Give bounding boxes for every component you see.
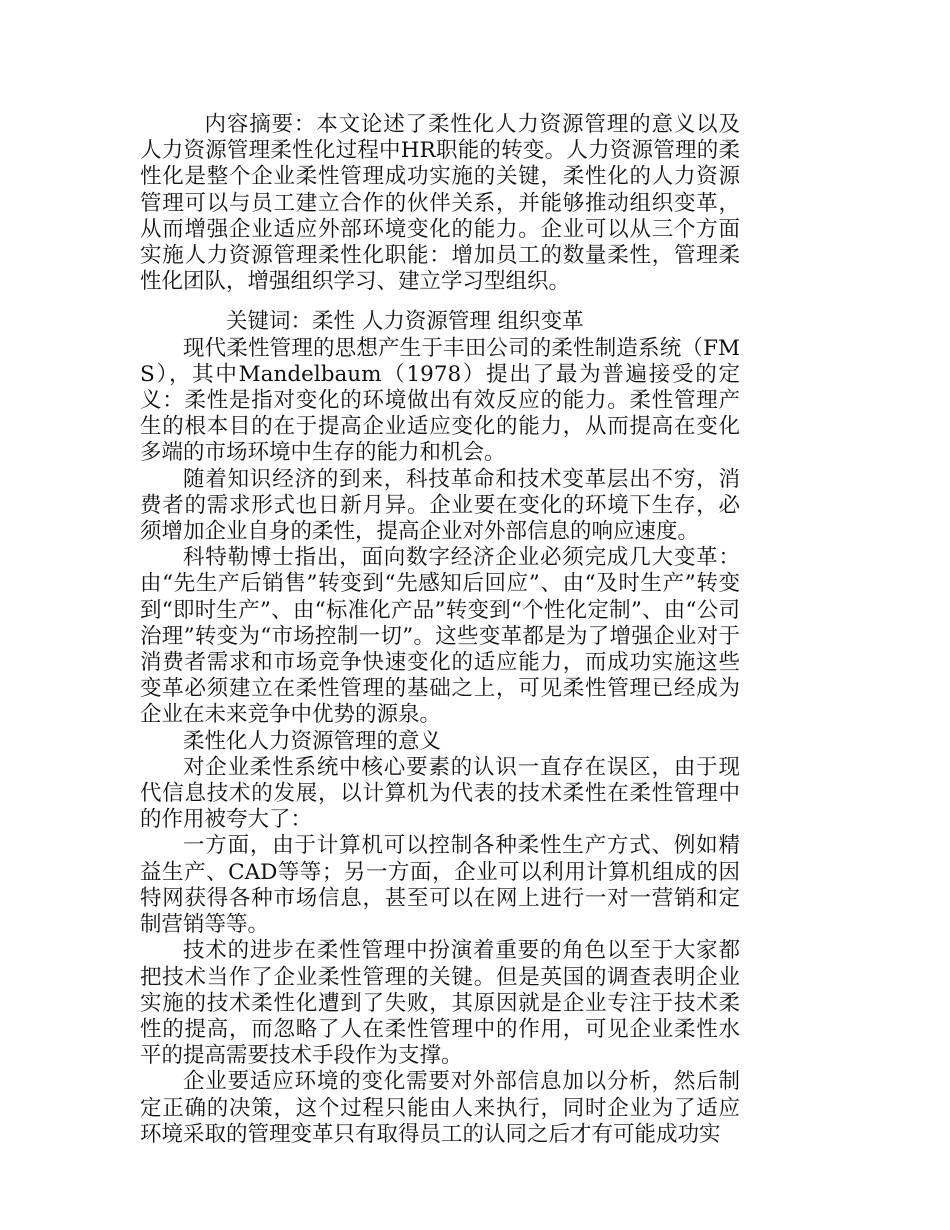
body-paragraph: 技术的进步在柔性管理中扮演着重要的角色以至于大家都把技术当作了企业柔性管理的关键。但是英国的调查表明企业实施的技术柔性化遭到了失败，其原因就是企业专注于技术柔性的提高，而忽略了人在柔性管理中的作用，可见企业柔性水平的提高需要技术手段作为支撑。 <box>140 938 740 1069</box>
document-body <box>140 112 740 1148</box>
keywords-line: 关键词：柔性 人力资源管理 组织变革 <box>226 309 584 335</box>
body-paragraph: 对企业柔性系统中核心要素的认识一直存在误区，由于现代信息技术的发展，以计算机为代表的技术柔性在柔性管理中的作用被夸大了： <box>140 754 740 833</box>
body-paragraph: 企业要适应环境的变化需要对外部信息加以分析，然后制定正确的决策，这个过程只能由人来执行，同时企业为了适应环境采取的管理变革只有取得员工的认同之后才有可能成功实 <box>140 1069 740 1147</box>
body-paragraph: 随着知识经济的到来，科技革命和技术变革层出不穷，消费者的需求形式也日新月异。企业要在变化的环境下生存，必须增加企业自身的柔性，提高企业对外部信息的响应速度。 <box>140 466 740 545</box>
section-heading: 柔性化人力资源管理的意义 <box>183 728 442 754</box>
body-paragraph: 一方面，由于计算机可以控制各种柔性生产方式、例如精益生产、CAD等等；另一方面，企业可以利用计算机组成的因特网获得各种市场信息，甚至可以在网上进行一对一营销和定制营销等等。 <box>140 833 740 938</box>
abstract-paragraph: 内容摘要：本文论述了柔性化人力资源管理的意义以及人力资源管理柔性化过程中HR职能的转变。人力资源管理的柔性化是整个企业柔性管理成功实施的关键，柔性化的人力资源管理可以与员工建立合作的伙伴关系，并能够推动组织变革，从而增强企业适应外部环境变化的能力。企业可以从三个方面实施人力资源管理柔性化职能：增加员工的数量柔性，管理柔性化团队，增强组织学习、建立学习型组织。 <box>140 112 740 295</box>
body-paragraph: 科特勒博士指出，面向数字经济企业必须完成几大变革：由“先生产后销售”转变到“先感知后回应”、由“及时生产”转变到“即时生产”、由“标准化产品”转变到“个性化定制”、由“公司治理”转变为“市场控制一切”。这些变革都是为了增强企业对于消费者需求和市场竞争快速变化的适应能力，而成功实施这些变革必须建立在柔性管理的基础之上，可见柔性管理已经成为企业在未来竞争中优势的源泉。 <box>140 545 740 728</box>
body-paragraph: 现代柔性管理的思想产生于丰田公司的柔性制造系统（FMS），其中Mandelbaum（1978）提出了最为普遍接受的定义：柔性是指对变化的环境做出有效反应的能力。柔性管理产生的根本目的在于提高企业适应变化的能力，从而提高在变化多端的市场环境中生存的能力和机会。 <box>140 335 740 466</box>
